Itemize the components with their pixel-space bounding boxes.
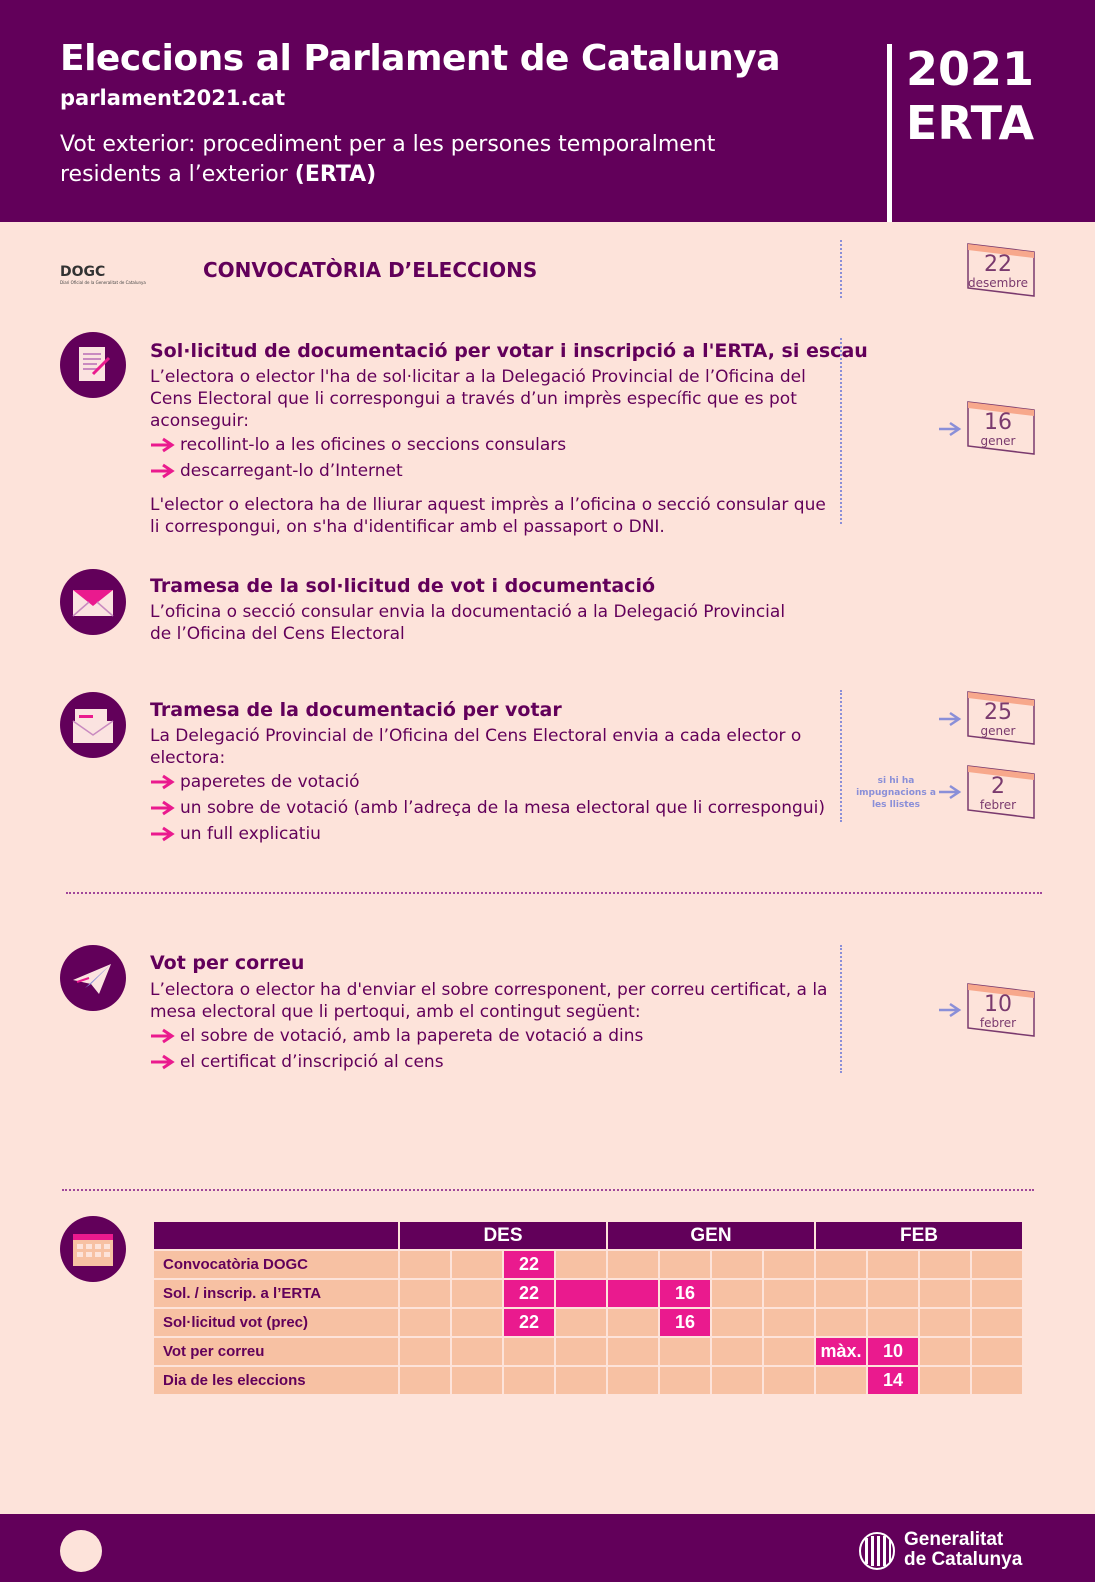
table-cell xyxy=(556,1367,606,1394)
erta-tag: ERTA xyxy=(905,96,1035,150)
year: 2021 xyxy=(905,42,1035,96)
arrow-icon xyxy=(150,774,176,790)
arrow-right-icon xyxy=(938,711,962,727)
calendar-date xyxy=(966,400,1036,456)
bullet-text: un sobre de votació (amb l’adreça de la mesa electoral que li correspongui) xyxy=(180,798,825,818)
bullet-text: descarregant-lo d’Internet xyxy=(180,461,403,481)
table-cell xyxy=(452,1338,502,1365)
table-row xyxy=(154,1280,1022,1307)
timeline-divider xyxy=(840,338,842,524)
timeline-divider xyxy=(840,945,842,1073)
table-cell xyxy=(504,1367,554,1394)
table-cell xyxy=(712,1367,762,1394)
envelope-icon xyxy=(60,569,126,635)
row-label: Convocatòria DOGC xyxy=(154,1251,398,1278)
list-item xyxy=(150,1049,830,1075)
table-cell xyxy=(400,1309,450,1336)
table-cell xyxy=(556,1251,606,1278)
brand-line: de Catalunya xyxy=(904,1549,1023,1570)
table-corner xyxy=(154,1222,398,1249)
arrow-right-icon xyxy=(938,1002,962,1018)
date-day: 25 xyxy=(984,700,1012,725)
list-item xyxy=(150,769,840,795)
table-cell xyxy=(660,1367,710,1394)
table-cell xyxy=(400,1367,450,1394)
table-cell xyxy=(608,1367,658,1394)
site-url[interactable]: parlament2021.cat xyxy=(60,86,286,110)
table-cell xyxy=(920,1251,970,1278)
dogc-logo-sub: Diari Oficial de la Generalitat de Catalunya xyxy=(60,280,146,285)
bullet-text: paperetes de votació xyxy=(180,772,360,792)
table-cell xyxy=(868,1251,918,1278)
month-header: FEB xyxy=(816,1222,1022,1249)
impugnacions-note: si hi ha impugnacions a les llistes xyxy=(856,776,936,810)
section-title: Tramesa de la sol·licitud de vot i documentació xyxy=(150,575,656,597)
generalitat-brand xyxy=(904,1530,1022,1570)
table-cell: 16 xyxy=(660,1309,710,1336)
bullet-text: el sobre de votació, amb la papereta de votació a dins xyxy=(180,1026,644,1046)
bullet-text: un full explicatiu xyxy=(180,824,321,844)
table-cell xyxy=(920,1309,970,1336)
subtitle-bold: (ERTA) xyxy=(294,162,377,187)
table-cell: 22 xyxy=(504,1251,554,1278)
header xyxy=(0,0,1095,222)
table-cell xyxy=(400,1338,450,1365)
section-body xyxy=(150,725,840,847)
calendar-date xyxy=(966,764,1036,820)
table-cell xyxy=(712,1280,762,1307)
row-label: Sol·licitud vot (prec) xyxy=(154,1309,398,1336)
date-day: 16 xyxy=(984,410,1012,435)
table-cell: 22 xyxy=(504,1280,554,1307)
mail-icon xyxy=(60,692,126,758)
election-calendar-table xyxy=(152,1220,1024,1396)
calendar-grid-icon xyxy=(60,1216,126,1282)
date-month: gener xyxy=(980,434,1016,448)
table-cell xyxy=(972,1367,1022,1394)
paper-plane-icon xyxy=(60,945,126,1011)
date-day: 22 xyxy=(984,252,1012,277)
table-cell xyxy=(920,1367,970,1394)
arrow-icon xyxy=(150,800,176,816)
section-title: Sol·licitud de documentació per votar i inscripció a l'ERTA, si escau xyxy=(150,340,868,362)
calendar-date xyxy=(966,242,1036,298)
arrow-icon xyxy=(150,826,176,842)
table-cell xyxy=(504,1338,554,1365)
generalitat-logo-icon xyxy=(858,1532,896,1570)
year-badge xyxy=(900,42,1040,150)
dogc-logo xyxy=(60,261,170,283)
bullet-text: el certificat d’inscripció al cens xyxy=(180,1052,444,1072)
section-text: L’electora o elector l'ha de sol·licitar a la Delegació Provincial de l’Oficina del Cens Electoral que li correspongui a través d’un imprès específic que es pot aconseguir: xyxy=(150,367,806,431)
list-item xyxy=(150,1023,830,1049)
table-cell xyxy=(712,1338,762,1365)
table-cell xyxy=(764,1251,814,1278)
table-cell xyxy=(868,1309,918,1336)
calendar-date xyxy=(966,982,1036,1038)
section-title: Tramesa de la documentació per votar xyxy=(150,699,562,721)
section-body xyxy=(150,366,840,538)
list-item xyxy=(150,432,840,458)
page-title: Eleccions al Parlament de Catalunya xyxy=(60,38,781,79)
row-label: Vot per correu xyxy=(154,1338,398,1365)
table-cell xyxy=(608,1280,658,1307)
section-text: L’electora o elector ha d'enviar el sobre corresponent, per correu certificat, a la mesa electoral que li pertoqui, amb el contingut següent: xyxy=(150,980,828,1022)
table-cell: 10 xyxy=(868,1338,918,1365)
table-cell xyxy=(608,1338,658,1365)
arrow-right-icon xyxy=(938,784,962,800)
table-cell: màx. xyxy=(816,1338,866,1365)
arrow-icon xyxy=(150,437,176,453)
section-note: L'elector o electora ha de lliurar aquest imprès a l’oficina o secció consular que li correspongui, on s'ha d'identificar amb el passaport o DNI. xyxy=(150,495,826,537)
table-cell xyxy=(400,1251,450,1278)
date-day: 10 xyxy=(984,992,1012,1017)
table-cell xyxy=(712,1309,762,1336)
row-label: Sol. / inscrip. a l’ERTA xyxy=(154,1280,398,1307)
table-cell xyxy=(452,1309,502,1336)
arrow-icon xyxy=(150,463,176,479)
dogc-logo-text: DOGC xyxy=(60,264,106,280)
table-cell xyxy=(868,1280,918,1307)
table-cell xyxy=(816,1367,866,1394)
table-cell xyxy=(712,1251,762,1278)
table-cell xyxy=(608,1251,658,1278)
list-item xyxy=(150,821,840,847)
timeline-divider xyxy=(840,240,842,298)
table-cell xyxy=(556,1338,606,1365)
date-month: gener xyxy=(980,724,1016,738)
arrow-icon xyxy=(150,1028,176,1044)
month-header: GEN xyxy=(608,1222,814,1249)
table-row xyxy=(154,1251,1022,1278)
calendar-date xyxy=(966,690,1036,746)
bullet-text: recollint-lo a les oficines o seccions consulars xyxy=(180,435,567,455)
header-divider xyxy=(887,44,892,222)
table-cell xyxy=(972,1309,1022,1336)
table-cell xyxy=(400,1280,450,1307)
brand-line: Generalitat xyxy=(904,1529,1004,1550)
section-separator xyxy=(66,892,1042,894)
list-item xyxy=(150,458,840,484)
table-cell xyxy=(816,1251,866,1278)
table-cell: 16 xyxy=(660,1280,710,1307)
table-cell xyxy=(452,1367,502,1394)
list-item xyxy=(150,795,840,821)
table-cell xyxy=(816,1280,866,1307)
footer-dot xyxy=(60,1530,102,1572)
convocatoria-title: CONVOCATÒRIA D’ELECCIONS xyxy=(203,258,538,282)
table-row xyxy=(154,1309,1022,1336)
table-cell: 22 xyxy=(504,1309,554,1336)
table-cell xyxy=(608,1309,658,1336)
date-month: febrer xyxy=(979,1016,1017,1030)
table-cell xyxy=(660,1338,710,1365)
table-cell xyxy=(452,1280,502,1307)
table-cell xyxy=(764,1309,814,1336)
section-title: Vot per correu xyxy=(150,952,305,974)
section-text: L’oficina o secció consular envia la documentació a la Delegació Provincial de l’Oficina del Cens Electoral xyxy=(150,602,786,644)
table-cell xyxy=(816,1309,866,1336)
subtitle-text: Vot exterior: procediment per a les persones temporalment residents a l’exterior xyxy=(60,132,716,187)
table-cell xyxy=(660,1251,710,1278)
arrow-icon xyxy=(150,1054,176,1070)
footer xyxy=(0,1514,1095,1582)
date-day: 2 xyxy=(991,774,1005,799)
section-text: La Delegació Provincial de l’Oficina del Cens Electoral envia a cada elector o electora: xyxy=(150,726,802,768)
table-cell xyxy=(972,1280,1022,1307)
table-cell xyxy=(764,1280,814,1307)
table-cell xyxy=(764,1338,814,1365)
month-header: DES xyxy=(400,1222,606,1249)
arrow-right-icon xyxy=(938,421,962,437)
row-label: Dia de les eleccions xyxy=(154,1367,398,1394)
table-row xyxy=(154,1338,1022,1365)
table-cell xyxy=(920,1280,970,1307)
table-cell xyxy=(452,1251,502,1278)
section-separator xyxy=(62,1189,1034,1191)
timeline-divider xyxy=(840,690,842,822)
table-cell xyxy=(972,1251,1022,1278)
page-subtitle xyxy=(60,130,800,190)
table-cell xyxy=(556,1280,606,1307)
table-cell: 14 xyxy=(868,1367,918,1394)
table-row xyxy=(154,1367,1022,1394)
section-body xyxy=(150,979,830,1075)
table-cell xyxy=(972,1338,1022,1365)
table-cell xyxy=(920,1338,970,1365)
form-icon xyxy=(60,332,126,398)
table-cell xyxy=(556,1309,606,1336)
date-month: febrer xyxy=(979,798,1017,812)
table-cell xyxy=(764,1367,814,1394)
date-month: desembre xyxy=(968,276,1028,290)
